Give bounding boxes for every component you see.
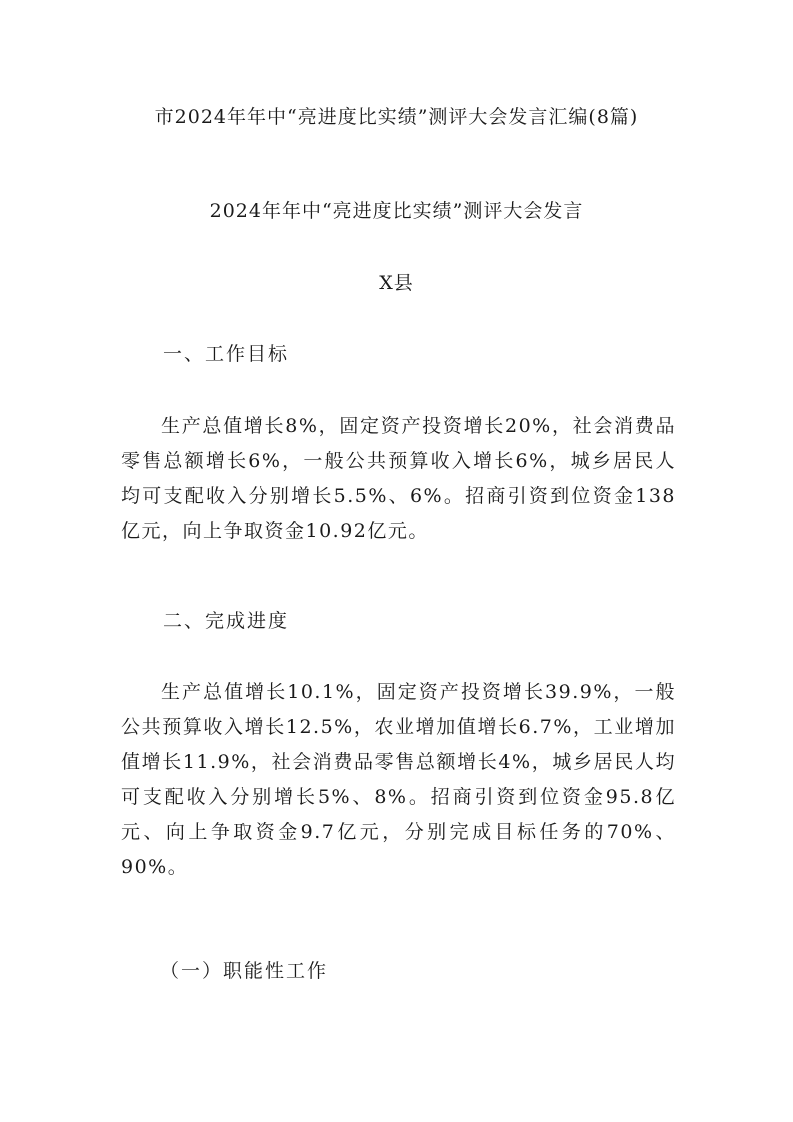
subsection-heading-functional-work: （一）职能性工作 [160,960,329,982]
speech-author: X县 [379,272,414,294]
compilation-title: 市2024年年中“亮进度比实绩”测评大会发言汇编(8篇) [154,106,639,128]
section-paragraph-goals: 生产总值增长8%，固定资产投资增长20%，社会消费品零售总额增长6%，一般公共预算收入增长6%，城乡居民人均可支配收入分别增长5.5%、6%。招商引资到位资金138亿元，向上争取资金10.92亿元。 [121,415,676,542]
section-paragraph-progress: 生产总值增长10.1%，固定资产投资增长39.9%，一般公共预算收入增长12.5%，农业增加值增长6.7%，工业增加值增长11.9%，社会消费品零售总额增长4%，城乡居民人均可支配收入分别增长5%、8%。招商引资到位资金95.8亿元、向上争取资金9.7亿元，分别完成目标任务的70%、90%。 [121,681,676,878]
section-heading-progress: 二、完成进度 [163,610,290,632]
speech-title: 2024年年中“亮进度比实绩”测评大会发言 [209,200,584,222]
section-heading-goals: 一、工作目标 [163,343,290,365]
